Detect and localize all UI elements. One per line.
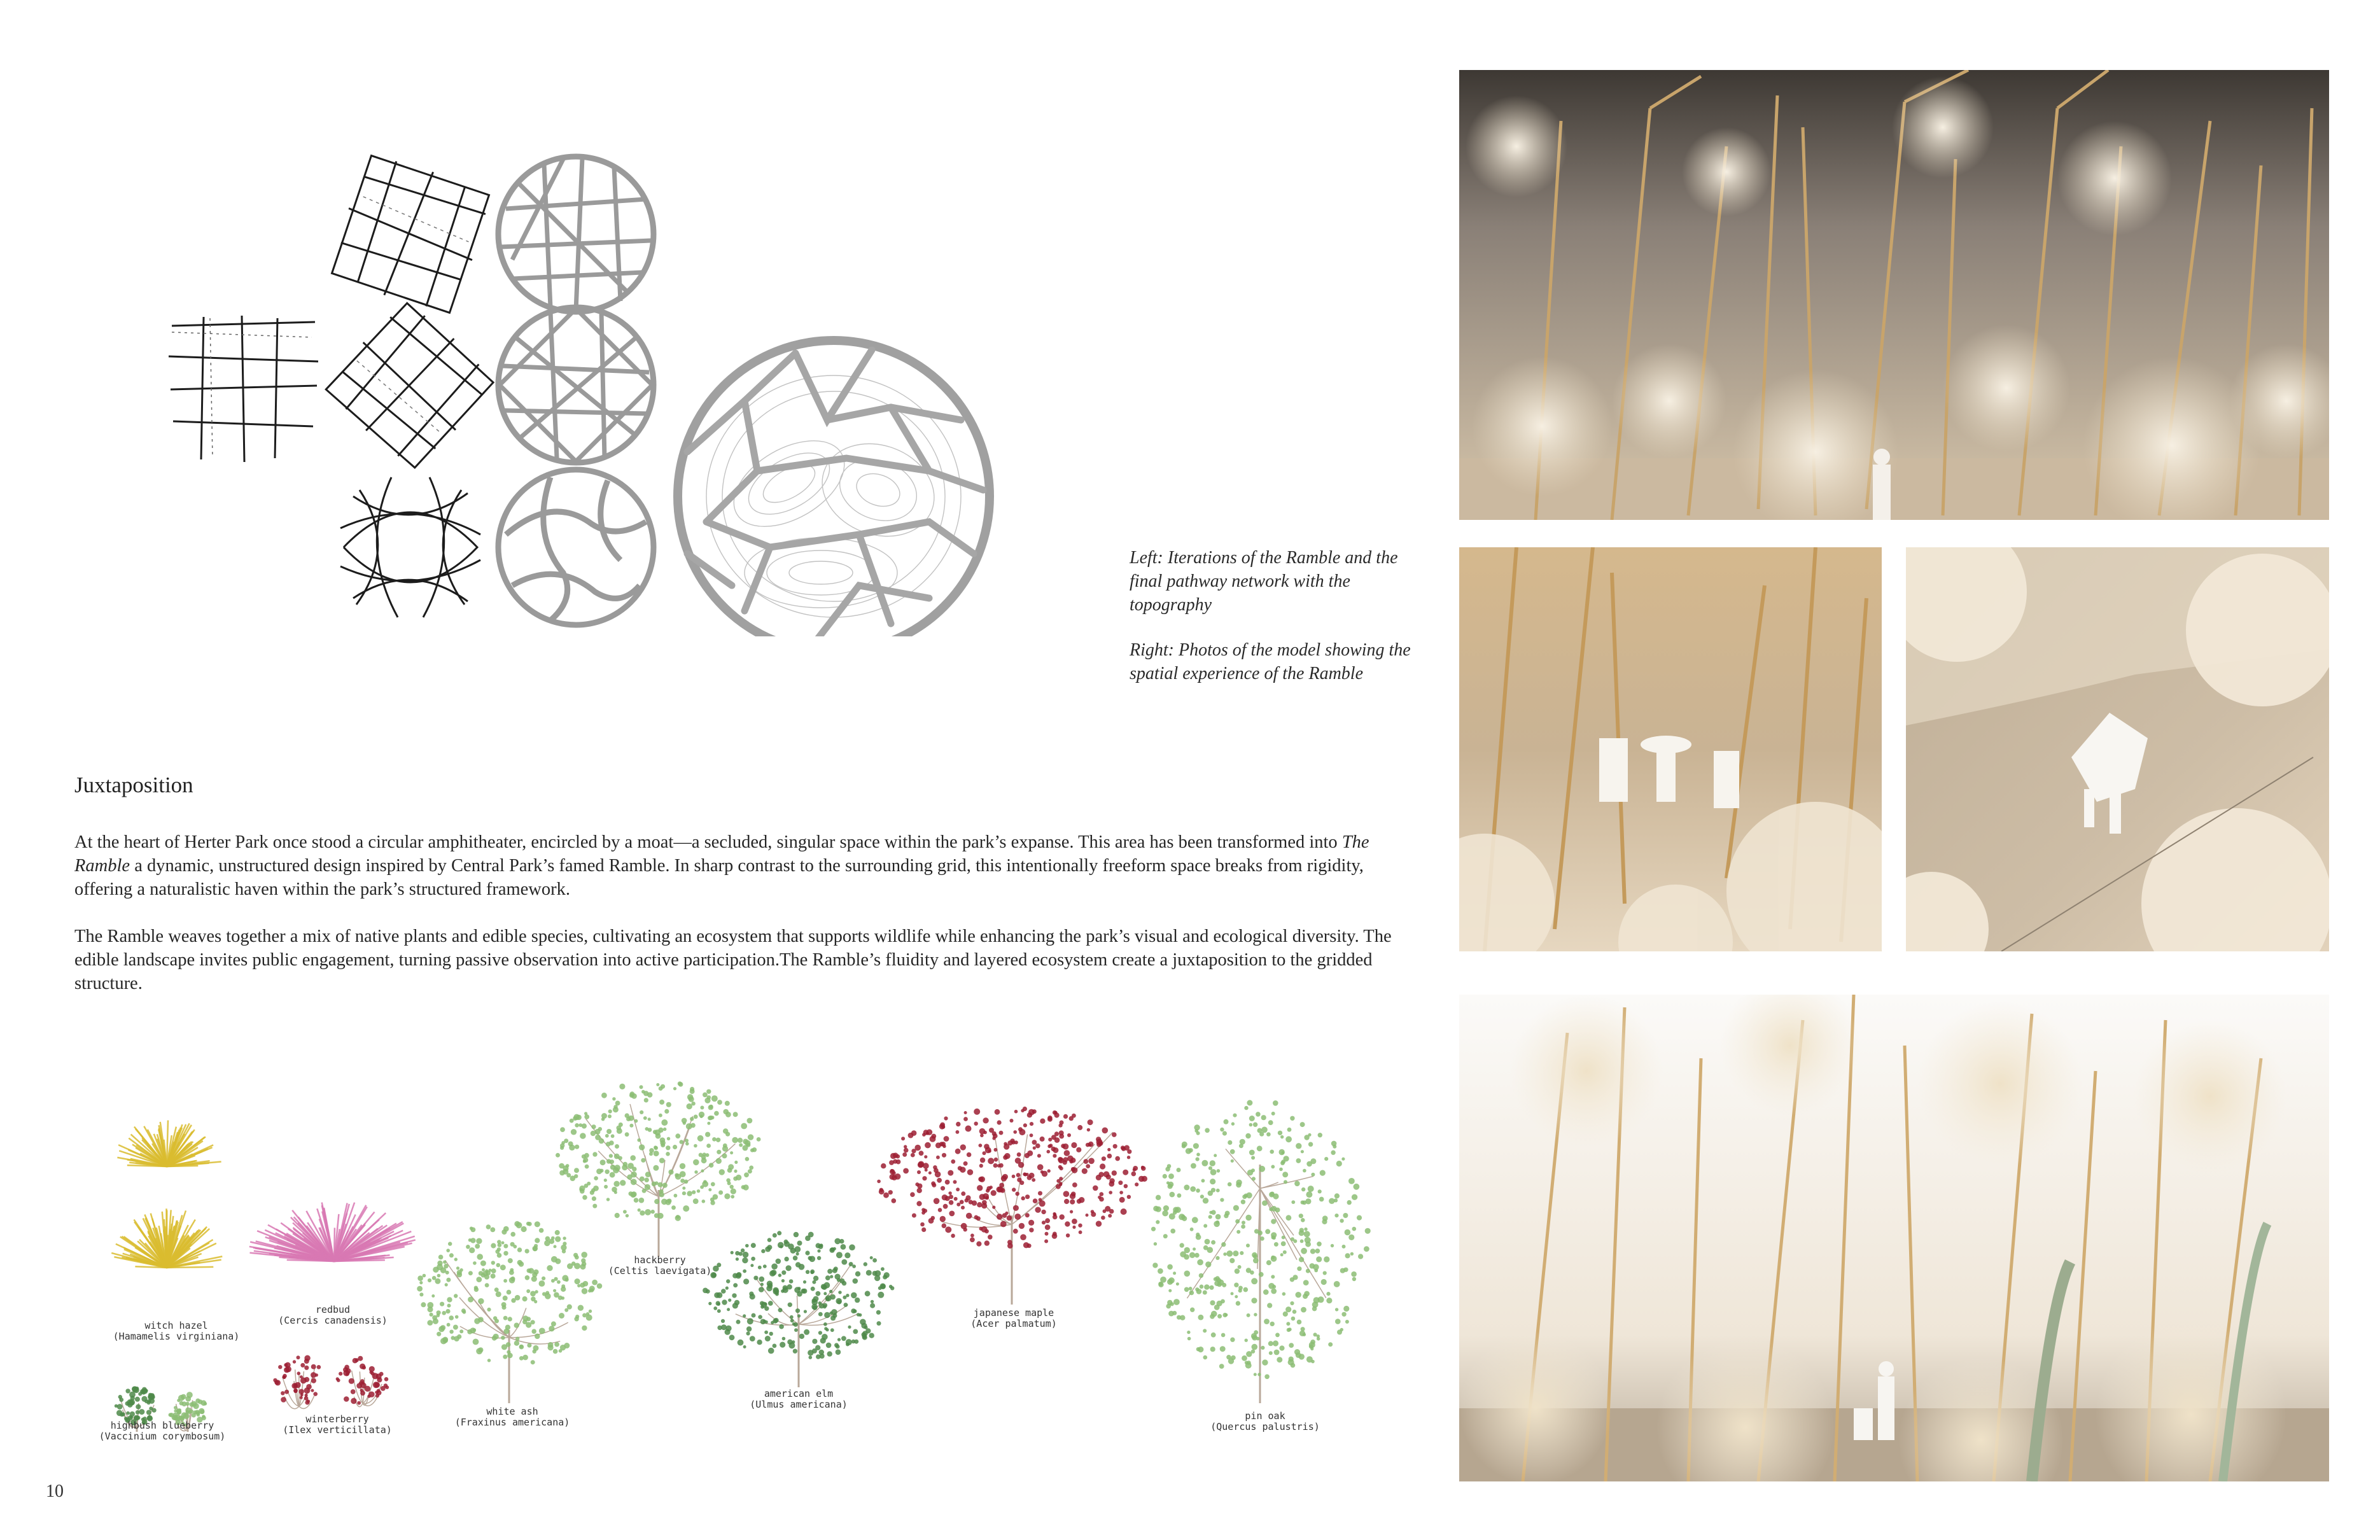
japanese-maple-icon: [877, 1107, 1147, 1305]
section-heading: Juxtaposition: [74, 773, 193, 797]
plant-common-name: winterberry: [305, 1413, 369, 1425]
rotated-grid-iteration-1: [325, 149, 496, 319]
pathway-circle-2: [498, 307, 654, 463]
witch-hazel-icon: [117, 1121, 221, 1167]
plant-label-american-elm: [750, 1389, 848, 1410]
paragraph-1-end: a dynamic, unstructured design inspired by Central Park’s famed Ramble. In sharp contrast to the surrounding grid, this intentionally freeform space breaks from rigidity, offering a naturalistic haven within the park’s structured framework.: [74, 856, 1364, 899]
plant-common-name: hackberry: [634, 1254, 686, 1266]
model-photo-1: [1459, 70, 2329, 520]
plant-common-name: pin oak: [1245, 1410, 1285, 1422]
plant-common-name: witch hazel: [144, 1320, 208, 1331]
final-pathway-network: [678, 340, 990, 636]
plant-common-name: white ash: [486, 1406, 538, 1417]
model-photo-2: [1459, 547, 1882, 951]
plant-latin-name: (Acer palmatum): [970, 1318, 1057, 1329]
plant-latin-name: (Vaccinium corymbosum): [99, 1431, 226, 1442]
twisted-grid-iteration: [340, 477, 480, 617]
page-number: 10: [46, 1481, 64, 1501]
hackberry-icon: [556, 1081, 761, 1257]
the-ramble-italic: The Ramble: [74, 832, 1369, 876]
caption-right: Right: Photos of the model showing the spatial experience of the Ramble: [1130, 640, 1411, 683]
plant-latin-name: (Celtis laevigata): [608, 1265, 712, 1277]
ramble-iterations-diagram: [159, 127, 1037, 636]
plant-label-japanese-maple: [970, 1308, 1056, 1329]
pathway-circle-1: [498, 157, 654, 312]
caption-left: Left: Iterations of the Ramble and the final pathway network with the topography: [1130, 548, 1398, 615]
pin-oak-icon: [1151, 1100, 1371, 1404]
winterberry-icon: [336, 1356, 389, 1407]
model-photo-3: [1906, 547, 2329, 951]
body-text: [74, 830, 1398, 1019]
paragraph-2: The Ramble weaves together a mix of native plants and edible species, cultivating an ecosystem that supports wildlife while enhancing the park’s visual and ecological diversity. The edible landscape invites public engagement, turning passive observation into active participation.The Ramble’s fluidity and layered ecosystem create a juxtaposition to the gridded structure.: [74, 927, 1392, 993]
paragraph-1-start: At the heart of Herter Park once stood a circular amphitheater, encircled by a moat—a secluded, singular space within the park’s expanse. This area has been transformed into: [74, 832, 1342, 852]
plant-latin-name: (Cercis canadensis): [278, 1315, 388, 1326]
plant-latin-name: (Ilex verticillata): [283, 1424, 392, 1436]
plant-label-redbud: [278, 1305, 388, 1326]
grid-iteration: [169, 316, 318, 462]
plant-label-winterberry: [283, 1414, 392, 1436]
plant-common-name: highbush blueberry: [110, 1420, 214, 1431]
winterberry-icon: [273, 1355, 321, 1409]
paragraph-1: [74, 830, 1398, 901]
redbud-icon: [249, 1203, 416, 1262]
white-ash-icon: [417, 1221, 602, 1403]
plant-latin-name: (Quercus palustris): [1210, 1421, 1320, 1432]
plant-latin-name: (Ulmus americana): [750, 1399, 848, 1410]
plant-common-name: american elm: [764, 1388, 834, 1399]
witch-hazel-icon: [111, 1208, 222, 1268]
plant-label-hackberry: [608, 1255, 712, 1277]
plant-common-name: redbud: [315, 1304, 351, 1315]
plant-latin-name: (Hamamelis virginiana): [113, 1331, 240, 1342]
plant-label-white-ash: [455, 1406, 570, 1428]
plant-label-pin-oak: [1210, 1411, 1320, 1432]
figure-caption: [1130, 546, 1429, 707]
rotated-grid-iteration-2: [321, 295, 500, 475]
pathway-circle-3: [498, 470, 654, 625]
plant-label-witch-hazel: [113, 1320, 240, 1342]
model-photo-4: [1459, 995, 2329, 1481]
american-elm-icon: [703, 1231, 894, 1387]
plant-common-name: japanese maple: [973, 1307, 1054, 1319]
plant-label-highbush-blueberry: [99, 1420, 226, 1442]
plant-latin-name: (Fraxinus americana): [454, 1417, 570, 1428]
